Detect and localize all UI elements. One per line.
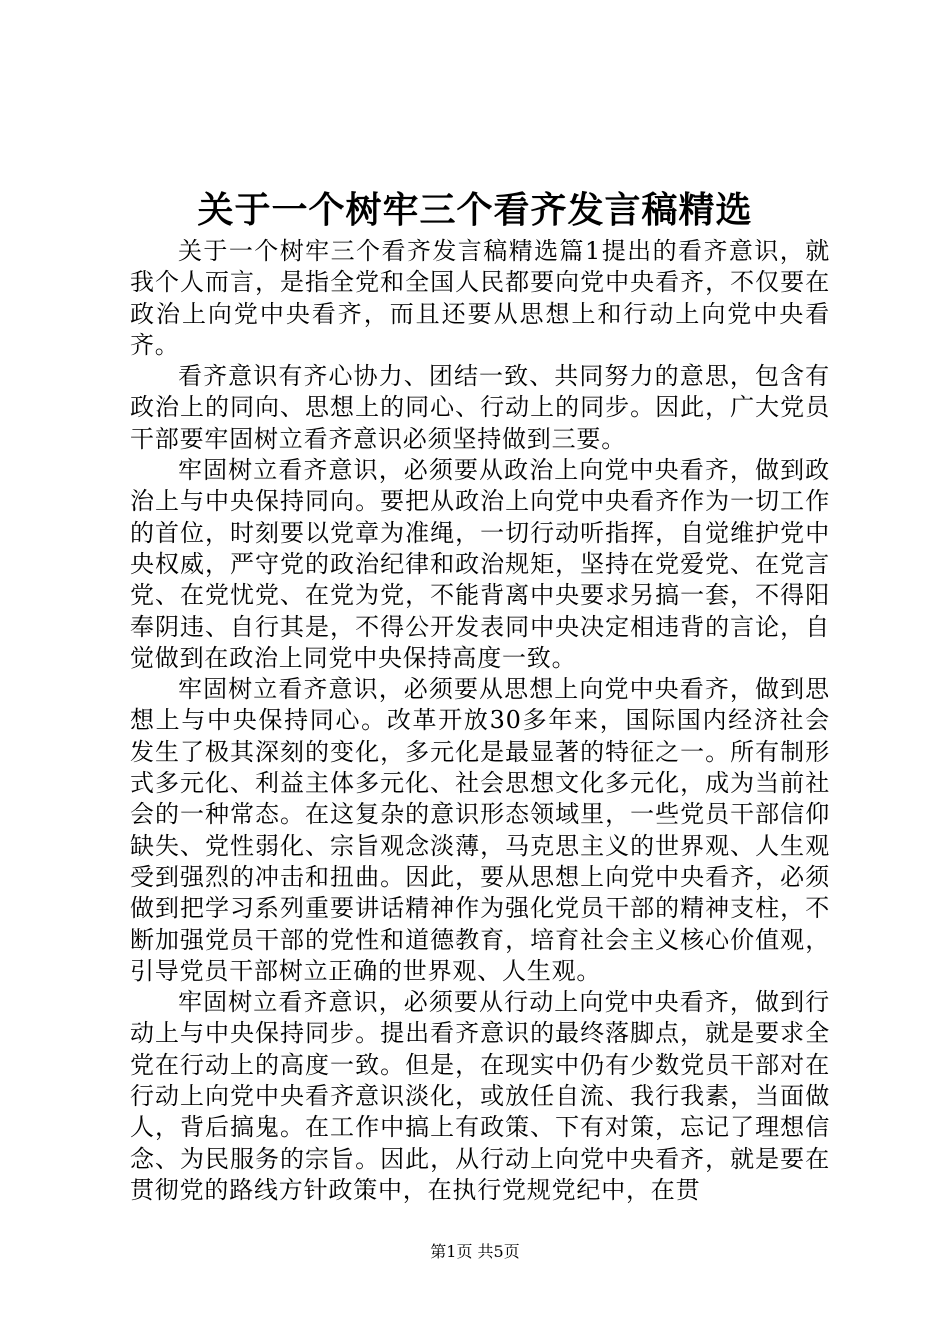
paragraph-3: 牢固树立看齐意识，必须要从政治上向党中央看齐，做到政治上与中央保持同向。要把从政治上向党中央看齐作为一切工作的首位，时刻要以党章为准绳，一切行动听指挥，自觉维护党中央权威，严守党的政治纪律和政治规矩，坚持在党爱党、在党言党、在党忧党、在党为党，不能背离中央要求另搞一套，不得阳奉阴违、自行其是，不得公开发表同中央决定相违背的言论，自觉做到在政治上同党中央保持高度一致。	[130, 456, 830, 672]
paragraph-2: 看齐意识有齐心协力、团结一致、共同努力的意思，包含有政治上的同向、思想上的同心、行动上的同步。因此，广大党员干部要牢固树立看齐意识必须坚持做到三要。	[130, 362, 830, 453]
page-footer: 第1页 共5页	[430, 1242, 520, 1261]
document-title: 关于一个树牢三个看齐发言稿精选	[197, 189, 753, 231]
document-body	[130, 236, 830, 1206]
paragraph-1: 关于一个树牢三个看齐发言稿精选篇1提出的看齐意识，就我个人而言，是指全党和全国人民都要向党中央看齐，不仅要在政治上向党中央看齐，而且还要从思想上和行动上向党中央看齐。	[130, 237, 830, 359]
paragraph-4: 牢固树立看齐意识，必须要从思想上向党中央看齐，做到思想上与中央保持同心。改革开放30多年来，国际国内经济社会发生了极其深刻的变化，多元化是最显著的特征之一。所有制形式多元化、利益主体多元化、社会思想文化多元化，成为当前社会的一种常态。在这复杂的意识形态领域里，一些党员干部信仰缺失、党性弱化、宗旨观念淡薄，马克思主义的世界观、人生观受到强烈的冲击和扭曲。因此，要从思想上向党中央看齐，必须做到把学习系列重要讲话精神作为强化党员干部的精神支柱，不断加强党员干部的党性和道德教育，培育社会主义核心价值观，引导党员干部树立正确的世界观、人生观。	[130, 675, 830, 985]
paragraph-5: 牢固树立看齐意识，必须要从行动上向党中央看齐，做到行动上与中央保持同步。提出看齐意识的最终落脚点，就是要求全党在行动上的高度一致。但是，在现实中仍有少数党员干部对在行动上向党中央看齐意识淡化，或放任自流、我行我素，当面做人，背后搞鬼。在工作中搞上有政策、下有对策，忘记了理想信念、为民服务的宗旨。因此，从行动上向党中央看齐，就是要在贯彻党的路线方针政策中，在执行党规党纪中，在贯	[130, 988, 830, 1204]
